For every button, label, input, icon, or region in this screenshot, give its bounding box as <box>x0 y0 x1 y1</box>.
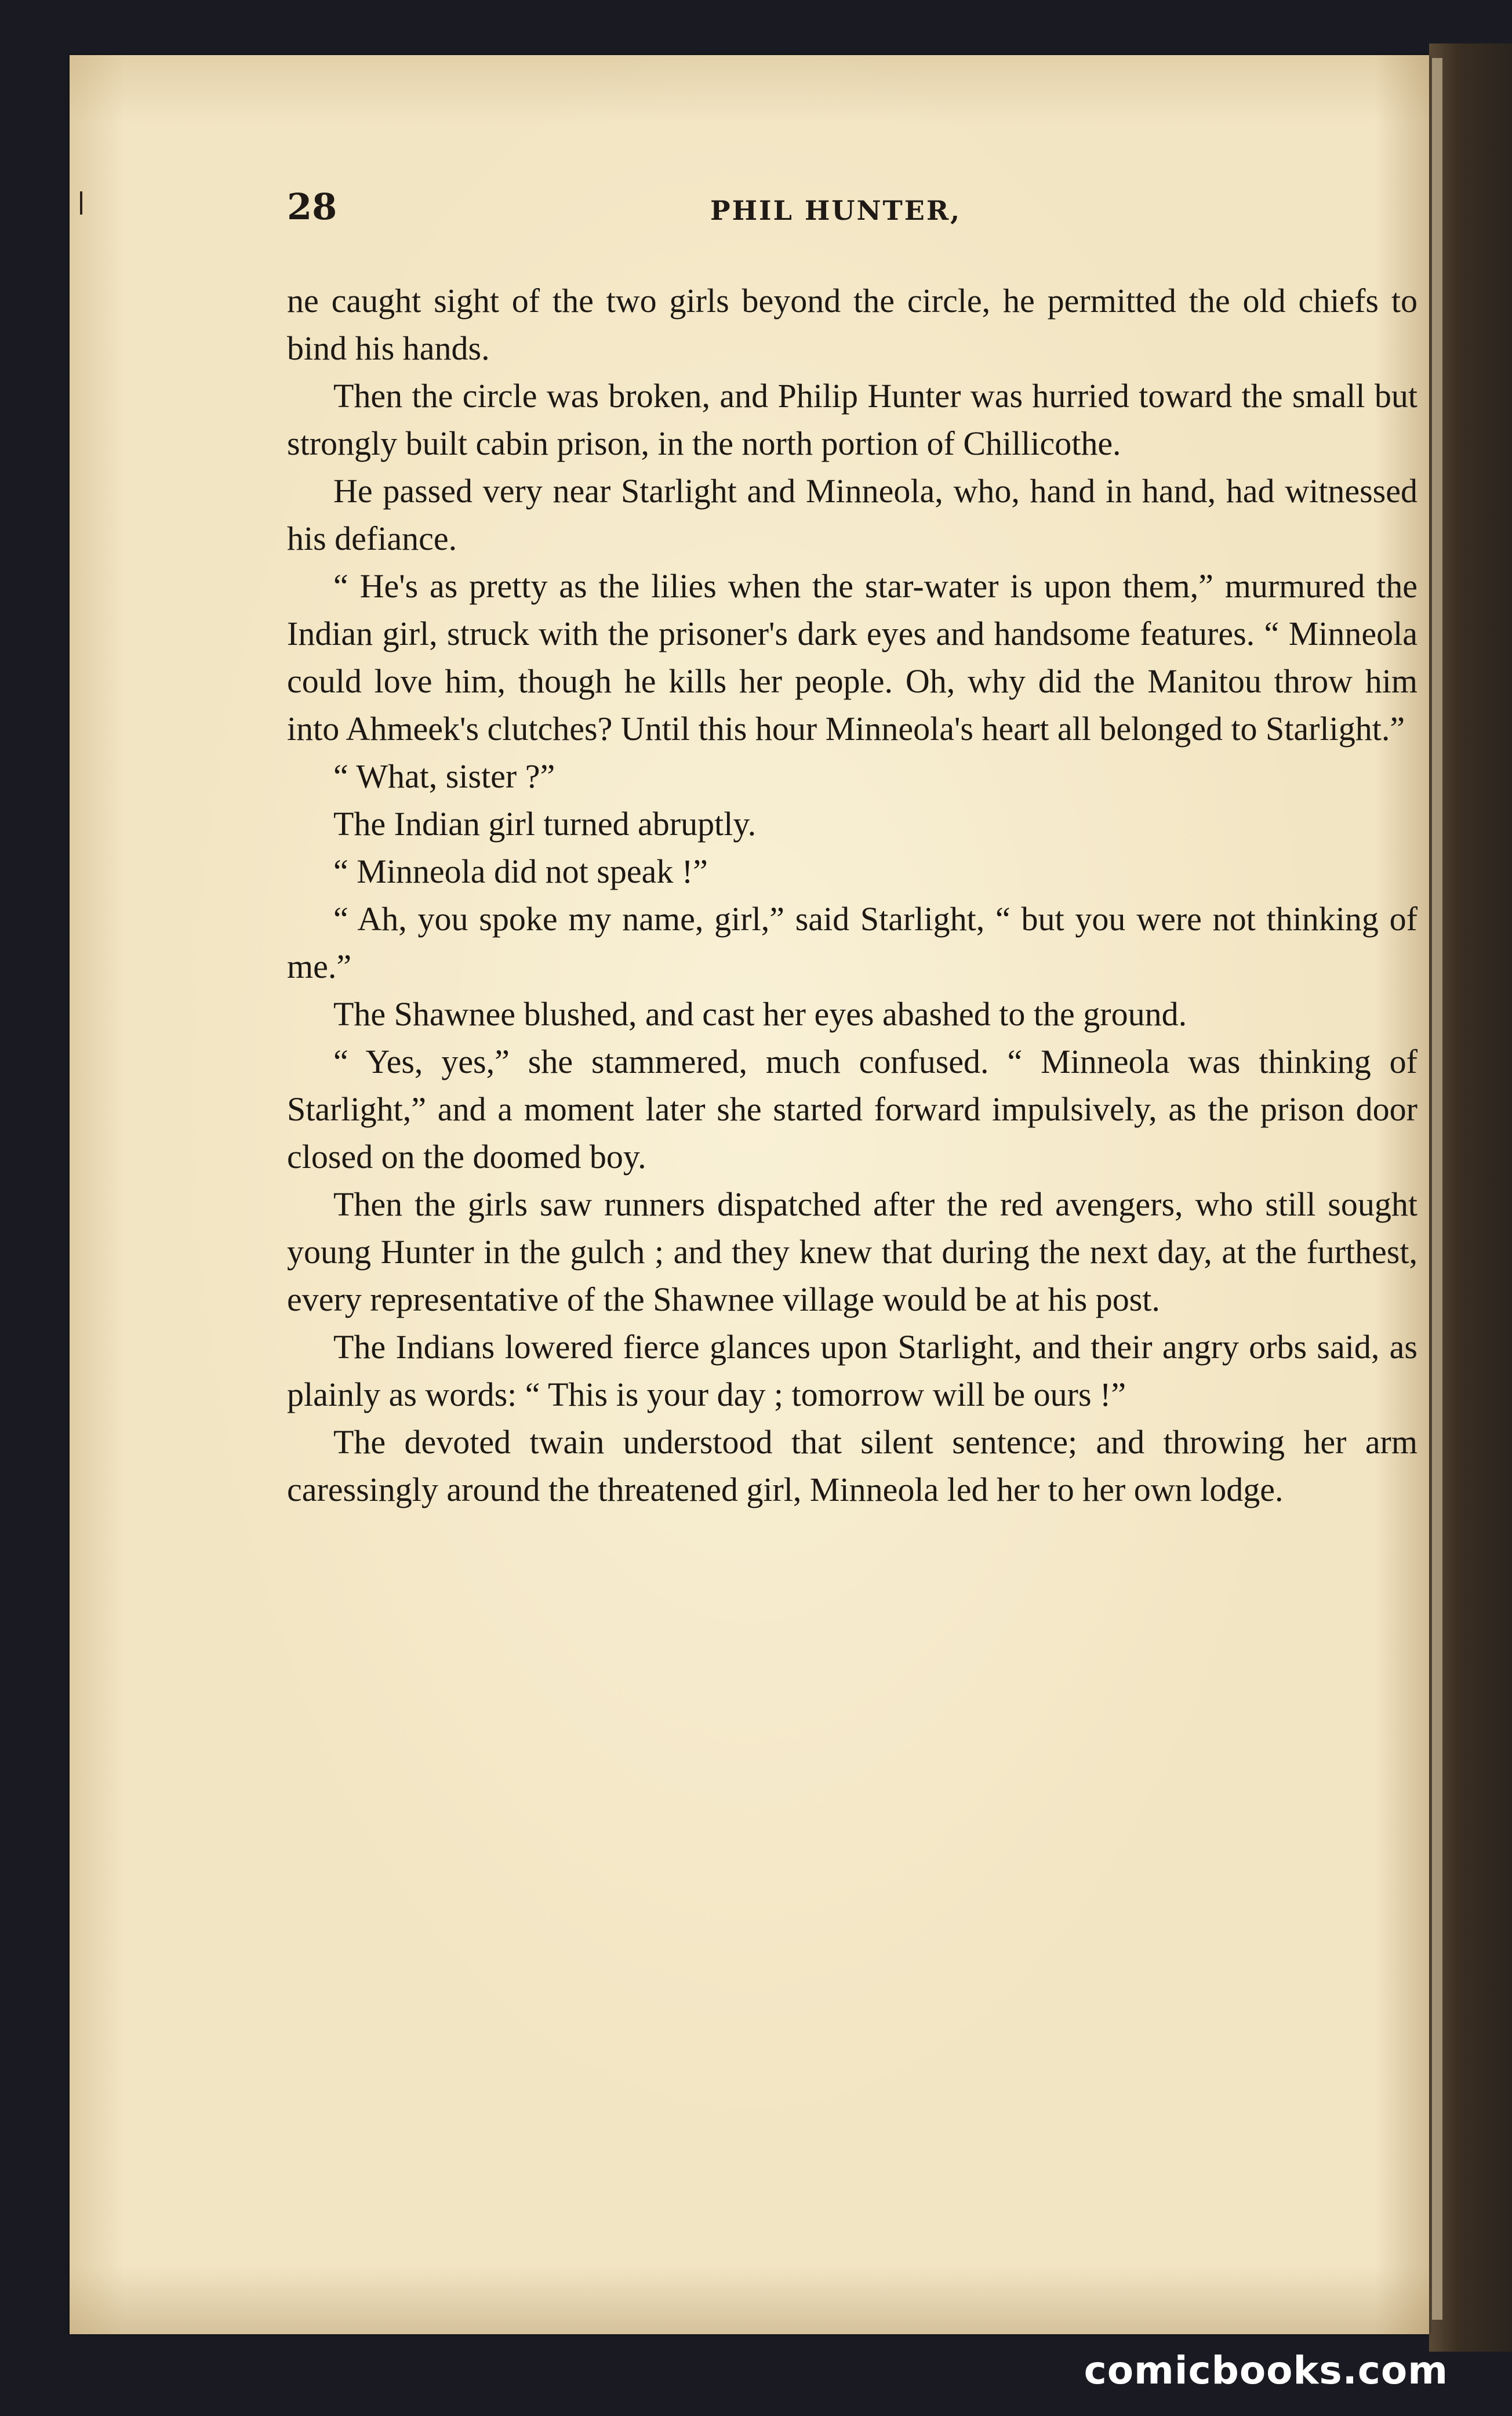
paragraph: “ What, sister ?” <box>333 757 555 795</box>
paragraph: He passed very near Starlight and Minneola, who, hand in hand, had witnessed his defiance. <box>287 472 1418 557</box>
paragraph: “ Yes, yes,” she stammered, much confused. “ Minneola was thinking of Starlight,” and a moment later she started forward impulsively, as the prison door closed on the doomed boy. <box>287 1043 1418 1176</box>
paragraph: Then the girls saw runners dispatched after the red avengers, who still sought young Hunter in the gulch ; and they knew that during the next day, at the furthest, every representative of the Shawnee village would be at his post. <box>287 1185 1418 1318</box>
paragraph: ne caught sight of the two girls beyond the circle, he permitted the old chiefs to bind his hands. <box>287 282 1418 367</box>
paragraph: Then the circle was broken, and Philip Hunter was hurried toward the small but strongly built cabin prison, in the north portion of Chillicothe. <box>287 377 1418 462</box>
paragraph: “ Ah, you spoke my name, girl,” said Starlight, “ but you were not thinking of me.” <box>287 900 1418 985</box>
paragraph: The Indians lowered fierce glances upon Starlight, and their angry orbs said, as plainly as words: “ This is your day ; tomorrow will be ours !” <box>287 1328 1418 1413</box>
paragraph: The Shawnee blushed, and cast her eyes abashed to the ground. <box>333 995 1187 1033</box>
paragraph: The devoted twain understood that silent sentence; and throwing her arm caressingly around the threatened girl, Minneola led her to her own lodge. <box>287 1423 1418 1508</box>
running-head <box>217 181 1418 239</box>
watermark: comicbooks.com <box>1084 2348 1448 2393</box>
running-title: PHIL HUNTER, <box>710 195 962 226</box>
page-edge <box>1432 58 1442 2320</box>
page-number: 28 <box>287 186 337 228</box>
body-text <box>287 277 1418 1514</box>
paragraph: “ Minneola did not speak !” <box>333 853 708 890</box>
margin-mark <box>80 191 82 215</box>
paragraph: The Indian girl turned abruptly. <box>333 805 757 843</box>
paragraph: “ He's as pretty as the lilies when the star-water is upon them,” murmured the Indian girl, struck with the prisoner's dark eyes and handsome features. “ Minneola could love him, though he kills her people. Oh, why did the Manitou throw him into Ahmeek's clutches? Until this hour Minneola's heart all belonged to Starlight.” <box>287 567 1418 748</box>
